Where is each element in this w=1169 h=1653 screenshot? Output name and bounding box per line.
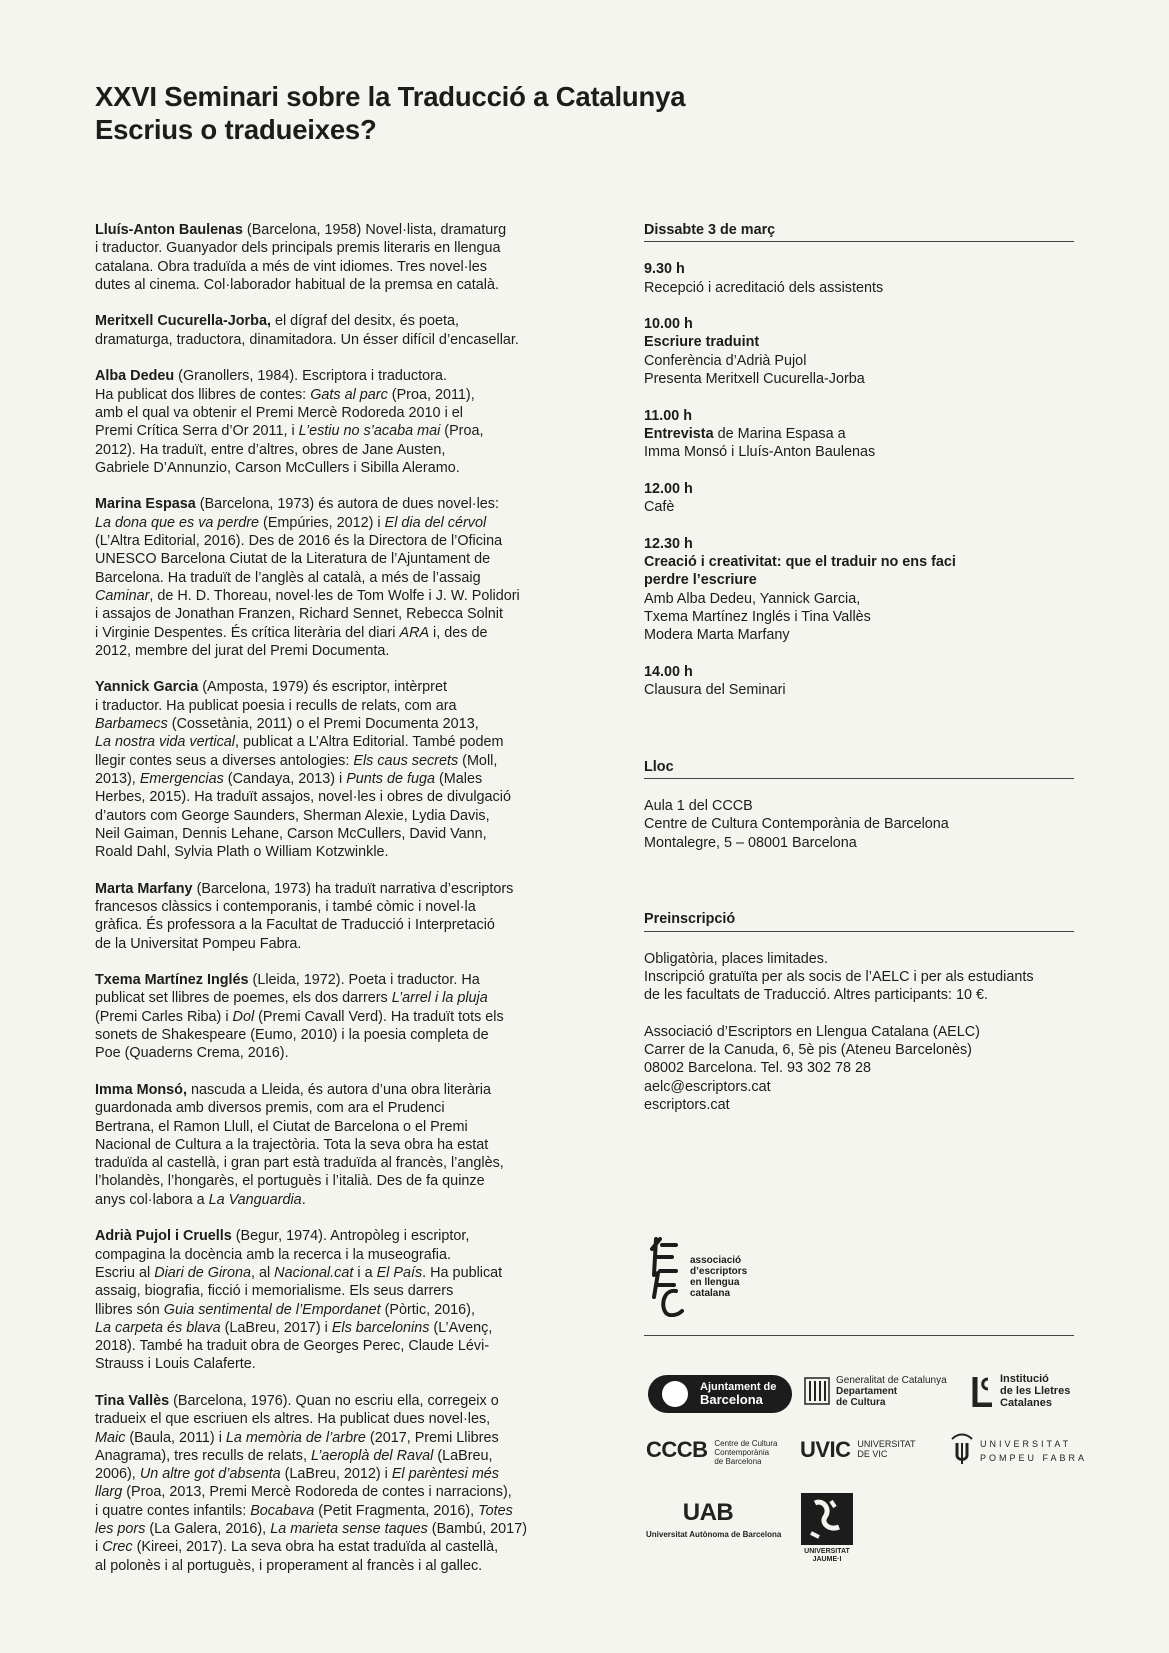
event-time: 10.00 h [644,316,693,333]
logo-area [644,1235,1088,1563]
aelc-logo-text: associació d’escriptors en llengua catalana [690,1255,748,1299]
event-item: 11.00 h Entrevista de Marina Espasa a Imma Monsó i Lluís-Anton Baulenas [644,407,1074,462]
bio-name: Alba Dedeu [95,368,175,385]
bio-name: Meritxell Cucurella-Jorba, [95,313,271,330]
program-heading: Dissabte 3 de març [644,221,1074,242]
bio-name: Tina Vallès [95,1393,170,1409]
bio-name: Imma Monsó, [95,1081,187,1098]
bio-name: Marina Espasa [95,496,196,513]
iec-logo: Institució de les Lletres Catalanes [972,1373,1070,1409]
bio-entry: Marta Marfany (Barcelona, 1973) ha traduït narrativa d’escriptors francesos clàssics i contemporanis, i també còmic i novel·la gràfica. És professora a la Facultat de Traducció i Interpretació de la Universitat Pompeu Fabra. [95,880,514,952]
generalitat-logo: Generalitat de Catalunya Departament de Cultura [804,1375,947,1408]
bio-entry: Txema Martínez Inglés (Lleida, 1972). Poeta i traductor. Ha publicat set llibres de poemes, els dos darrers L’arrel i la pluja (Premi Carles Riba) i Dol (Premi Cavall Verd). Ha traduït tots els sonets de Shakespeare (Eumo, 2010) i la poesia completa de Poe (Quaderns Crema, 2016). [95,972,504,1062]
document-title [95,80,685,146]
uji-logo: UNIVERSITAT JAUME·I [800,1493,854,1564]
bio-name: Txema Martínez Inglés [95,972,249,989]
program-column [644,221,1074,1132]
bio-entry: Yannick Garcia (Amposta, 1979) és escriptor, intèrpret i traductor. Ha publicat poesia i reculls de relats, com ara Barbamecs (Cossetània, 2011) o el Premi Documenta 2013, La nostra vida vertical, publicat a L’Altra Editorial. També podem llegir contes seus a diverses antologies: Els caus secrets (Moll, 2013), Emergencias (Candaya, 2013) i Punts de fuga (Males Herbes, 2015). Ha traduït assajos, novel·les i obres de divulgació d’autors com George Saunders, Sherman Alexie, Lydia Davis, Neil Gaiman, Dennis Lehane, Carson McCullers, David Vann, Roald Dahl, Sylvia Plath o William Kotzwinkle. [95,679,511,861]
uvic-logo: UVIC UNIVERSITAT DE VIC [800,1437,916,1462]
event-item: 12.00 h Cafè [644,480,1074,517]
title-line-2: Escrius o tradueixes? [95,114,377,145]
event-item: 12.30 h Creació i creativitat: que el traduir no ens faci perdre l’escriure Amb Alba Dedeu, Yannick Garcia, Txema Martínez Inglés i Tina Vallès Modera Marta Marfany [644,535,1074,645]
event-time: 11.00 h [644,407,693,424]
event-time: 9.30 h [644,261,685,278]
event-list [644,260,1074,699]
bio-entry: Imma Monsó, nascuda a Lleida, és autora d’una obra literària guardonada amb diversos premis, com ara el Prudenci Bertrana, el Ramon Llull, el Ciutat de Barcelona o el Premi Nacional de Cultura a la trajectòria. Tota la seva obra ha estat traduïda al castellà, i gran part està traduïda al francès, l’anglès, l’holandès, l’hongarès, el portuguès i l’italià. Des de fa quinze anys col·labora a La Vanguardia. [95,1081,504,1208]
bio-entry: Meritxell Cucurella-Jorba, el dígraf del desitx, és poeta, dramaturga, traductora, dinamitadora. Un ésser difícil d’encasellar. [95,313,519,348]
bio-entry: Lluís-Anton Baulenas (Barcelona, 1958) Novel·lista, dramaturg i traductor. Guanyador dels principals premis literaris en llengua catalana. Obra traduïda a més de vint idiomes. Tres novel·les dutes al cinema. Col·laborador habitual de la premsa en català. [95,222,507,293]
aelc-contact: Associació d’Escriptors en Llengua Catalana (AELC) Carrer de la Canuda, 6, 5è pis (Ateneu Barcelonès) 08002 Barcelona. Tel. 93 302 78 28 aelc@escriptors.cat escriptors.cat [644,1023,980,1113]
event-time: 12.30 h [644,535,693,552]
event-item: 10.00 h Escriure traduint Conferència d’Adrià Pujol Presenta Meritxell Cucurella-Jorba [644,315,1074,388]
aelc-logo-mark [646,1235,690,1318]
title-line-1: XXVI Seminari sobre la Traducció a Catalunya [95,81,686,112]
bio-entry: Alba Dedeu (Granollers, 1984). Escriptora i traductora. Ha publicat dos llibres de contes: Gats al parc (Proa, 2011), amb el qual va obtenir el Premi Mercè Rodoreda 2010 i el Premi Crítica Serra d’Or 2011, i L’estiu no s’acaba mai (Proa, 2012). Ha traduït, entre d’altres, obres de Jane Austen, Gabriele D’Annunzio, Carson McCullers i Sibilla Aleramo. [95,368,484,476]
bio-name: Yannick Garcia [95,679,199,696]
event-item: 14.00 h Clausura del Seminari [644,663,1074,700]
aelc-logo [644,1235,1074,1325]
registration-info: Obligatòria, places limitades. Inscripció gratuïta per als socis de l’AELC i per als estudiants de les facultats de Traducció. Altres participants: 10 €. [644,950,1034,1004]
event-time: 12.00 h [644,480,693,497]
bio-entry: Tina Vallès (Barcelona, 1976). Quan no escriu ella, corregeix o tradueix el que escriuen els altres. Ha publicat dues novel·les, Maic (Baula, 2011) i La memòria de l’arbre (2017, Premi Llibres Anagrama), tres reculls de relats, L’aeroplà del Raval (LaBreu, 2006), Un altre got d’absenta (LaBreu, 2012) i El parèntesi més llarg (Proa, 2013, Premi Mercè Rodoreda de contes i narracions), i quatre contes infantils: Bocabava (Petit Fragmenta, 2016), Totes les pors (La Galera, 2016), La marieta sense taques (Bambú, 2017) i Crec (Kireei, 2017). La seva obra ha estat traduïda al castellà, al polonès i al portuguès, i properament al francès i al gallec. [95,1393,527,1574]
upf-logo: UNIVERSITAT POMPEU FABRA [950,1433,1087,1465]
bio-name: Lluís-Anton Baulenas [95,222,243,238]
registration-heading: Preinscripció [644,910,1074,931]
bio-entry: Adrià Pujol i Cruells (Begur, 1974). Antropòleg i escriptor, compagina la docència amb la recerca i la museografia. Escriu al Diari de Girona, al Nacional.cat i a El País. Ha publicat assaig, biografia, ficció i memorialisme. Els seus darrers llibres són Guia sentimental de l’Empordanet (Pòrtic, 2016), La carpeta és blava (LaBreu, 2017) i Els barcelonins (L’Avenç, 2018). També ha traduit obra de Georges Perec, Claude Lévi- Strauss i Louis Calaferte. [95,1228,503,1373]
biographies-column [95,221,555,1593]
uab-logo: UAB Universitat Autònoma de Barcelona [646,1499,782,1539]
event-item: 9.30 h Recepció i acreditació dels assistents [644,260,1074,297]
venue-address: Aula 1 del CCCB Centre de Cultura Contemporània de Barcelona Montalegre, 5 – 08001 Barcelona [644,798,949,851]
venue-heading: Lloc [644,758,1074,779]
bio-entry: Marina Espasa (Barcelona, 1973) és autora de dues novel·les: La dona que es va perdre (Empúries, 2012) i El dia del cérvol (L’Altra Editorial, 2016). Des de 2016 és la Directora de l’Oficina UNESCO Barcelona Ciutat de la Literatura de l’Ajuntament de Barcelona. Ha traduït de l’anglès al català, a més de l’assaig Caminar, de H. D. Thoreau, novel·les de Tom Wolfe i J. W. Polidori i assajos de Jonathan Franzen, Richard Sennet, Rebecca Solnit i Virginie Despentes. És crítica literària del diari ARA i, des de 2012, membre del jurat del Premi Documenta. [95,496,520,659]
bio-name: Marta Marfany [95,880,193,897]
event-time: 14.00 h [644,663,693,680]
ajuntament-logo: Ajuntament de Barcelona [648,1375,792,1413]
bio-name: Adrià Pujol i Cruells [95,1228,232,1245]
cccb-logo: CCCB Centre de Cultura Contemporània de Barcelona [646,1437,778,1466]
